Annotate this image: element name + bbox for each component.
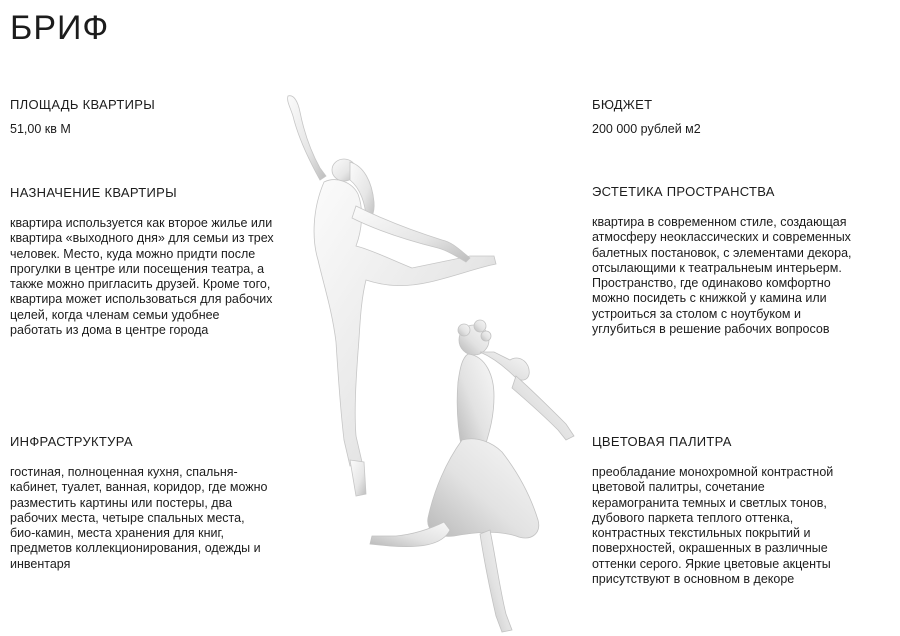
area-heading: ПЛОЩАДЬ КВАРТИРЫ: [10, 97, 156, 112]
budget-heading: БЮДЖЕТ: [592, 97, 653, 112]
aesthetic-text: квартира в современном стиле, создающая атмосферу неоклассических и современных балетных постановок, с элементами декора, отсылающими к театральнеым интерьерм. Пространство, где одинаково комфортно можно посидеть с книжкой у камина или устроиться за столом с ноутбуком и углубиться в решение рабочих вопросов: [592, 215, 852, 337]
purpose-section: [10, 185, 275, 338]
palette-section: [592, 434, 842, 587]
infrastructure-section: [10, 434, 270, 572]
purpose-heading: НАЗНАЧЕНИЕ КВАРТИРЫ: [10, 185, 177, 200]
aesthetic-section: [592, 184, 852, 337]
budget-value: 200 000 рублей м2: [592, 122, 701, 136]
ballerina-figurines-image: [280, 90, 590, 636]
infrastructure-heading: ИНФРАСТРУКТУРА: [10, 434, 133, 449]
area-value: 51,00 кв М: [10, 122, 71, 136]
budget-section: [592, 97, 872, 137]
aesthetic-heading: ЭСТЕТИКА ПРОСТРАНСТВА: [592, 184, 775, 199]
infrastructure-text: гостиная, полноценная кухня, спальня-кабинет, туалет, ванная, коридор, где можно разместить картины или постеры, два рабочих места, четыре спальных места, био-камин, места хранения для книг, предметов коллекционирования, одежды и инвентаря: [10, 465, 268, 571]
ballerina-leaning-figure: [370, 320, 574, 632]
area-section: [10, 97, 270, 137]
purpose-text: квартира используется как второе жилье или квартира «выходного дня» для семьи из трех человек. Место, куда можно придти после прогулки в центре или посещения театра, а также можно пригласить друзей. Кроме того, квартира может использоваться для рабочих целей, когда членам семьи удобнее работать из дома в центре города: [10, 216, 274, 338]
palette-text: преобладание монохромной контрастной цветовой палитры, сочетание керамогранита темных и светлых тонов, дубового паркета теплого оттенка, контрастных текстильных покрытий и поверхностей, окрашенных в различные оттенки серого. Яркие цветовые акценты присутствуют в основном в декоре: [592, 465, 834, 587]
page-title: БРИФ: [10, 9, 110, 47]
palette-heading: ЦВЕТОВАЯ ПАЛИТРА: [592, 434, 732, 449]
